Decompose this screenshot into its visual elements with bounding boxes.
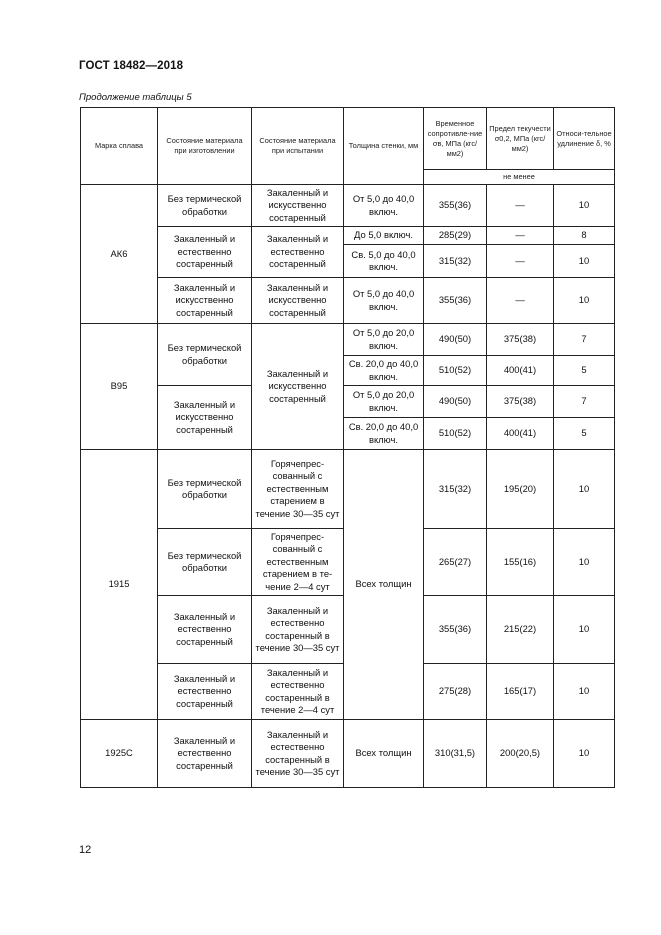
thickness-cell: От 5,0 до 40,0 включ.	[344, 278, 424, 324]
col-header-state-test: Состояние материала при испытании	[252, 108, 344, 185]
col-header-yield-strength: Предел текучести σ0,2, МПа (кгс/мм2)	[487, 108, 554, 170]
col-header-thickness: Толщина стенки, мм	[344, 108, 424, 185]
alloy-cell: АК6	[81, 185, 158, 324]
state-test-cell: Горячепрес-сованный с естественным старением в течение 30—35 сут	[252, 450, 344, 529]
state-test-cell: Закаленный и искусственно состаренный	[252, 324, 344, 450]
thickness-cell: Всех толщин	[344, 450, 424, 720]
yield-cell: —	[487, 185, 554, 227]
tensile-cell: 355(36)	[424, 278, 487, 324]
tensile-cell: 355(36)	[424, 185, 487, 227]
elongation-cell: 10	[554, 664, 615, 720]
tensile-cell: 510(52)	[424, 356, 487, 386]
elongation-cell: 10	[554, 720, 615, 788]
thickness-cell: Всех толщин	[344, 720, 424, 788]
tensile-cell: 510(52)	[424, 418, 487, 450]
tensile-cell: 275(28)	[424, 664, 487, 720]
state-made-cell: Без термической обработки	[158, 324, 252, 386]
state-made-cell: Закаленный и искусственно состаренный	[158, 278, 252, 324]
state-made-cell: Закаленный и естественно состаренный	[158, 720, 252, 788]
state-test-cell: Горячепрес-сованный с естественным старением в те-чение 2—4 сут	[252, 529, 344, 596]
yield-cell: 400(41)	[487, 418, 554, 450]
thickness-cell: От 5,0 до 40,0 включ.	[344, 185, 424, 227]
state-test-cell: Закаленный и искусственно состаренный	[252, 278, 344, 324]
elongation-cell: 10	[554, 450, 615, 529]
state-made-cell: Закаленный и искусственно состаренный	[158, 386, 252, 450]
yield-cell: 400(41)	[487, 356, 554, 386]
state-made-cell: Закаленный и естественно состаренный	[158, 227, 252, 278]
table-caption: Продолжение таблицы 5	[79, 92, 192, 103]
page-number: 12	[79, 844, 92, 856]
alloy-cell: В95	[81, 324, 158, 450]
state-made-cell: Без термической обработки	[158, 529, 252, 596]
yield-cell: 195(20)	[487, 450, 554, 529]
state-test-cell: Закаленный и искусственно состаренный	[252, 185, 344, 227]
elongation-cell: 10	[554, 529, 615, 596]
thickness-cell: От 5,0 до 20,0 включ.	[344, 386, 424, 418]
col-header-elongation: Относи-тельное удлинение δ, %	[554, 108, 615, 170]
state-made-cell: Закаленный и естественно состаренный	[158, 664, 252, 720]
elongation-cell: 7	[554, 324, 615, 356]
col-header-tensile-strength: Временное сопротивле-ние σв, МПа (кгс/мм2)	[424, 108, 487, 170]
yield-cell: —	[487, 227, 554, 245]
min-note: не менее	[424, 170, 615, 185]
yield-cell: 200(20,5)	[487, 720, 554, 788]
elongation-cell: 5	[554, 418, 615, 450]
yield-cell: 155(16)	[487, 529, 554, 596]
yield-cell: —	[487, 245, 554, 278]
elongation-cell: 5	[554, 356, 615, 386]
tensile-cell: 315(32)	[424, 450, 487, 529]
alloy-cell: 1915	[81, 450, 158, 720]
document-id: ГОСТ 18482—2018	[79, 60, 184, 72]
tensile-cell: 490(50)	[424, 324, 487, 356]
thickness-cell: Св. 5,0 до 40,0 включ.	[344, 245, 424, 278]
tensile-cell: 355(36)	[424, 596, 487, 664]
state-test-cell: Закаленный и естественно состаренный в течение 30—35 сут	[252, 720, 344, 788]
yield-cell: 215(22)	[487, 596, 554, 664]
elongation-cell: 8	[554, 227, 615, 245]
state-made-cell: Закаленный и естественно состаренный	[158, 596, 252, 664]
tensile-cell: 310(31,5)	[424, 720, 487, 788]
elongation-cell: 10	[554, 596, 615, 664]
yield-cell: 375(38)	[487, 324, 554, 356]
elongation-cell: 7	[554, 386, 615, 418]
properties-table	[80, 107, 615, 788]
state-test-cell: Закаленный и естественно состаренный в течение 30—35 сут	[252, 596, 344, 664]
elongation-cell: 10	[554, 245, 615, 278]
col-header-alloy: Марка сплава	[81, 108, 158, 185]
thickness-cell: Св. 20,0 до 40,0 включ.	[344, 418, 424, 450]
state-made-cell: Без термической обработки	[158, 450, 252, 529]
yield-cell: 375(38)	[487, 386, 554, 418]
tensile-cell: 315(32)	[424, 245, 487, 278]
thickness-cell: От 5,0 до 20,0 включ.	[344, 324, 424, 356]
tensile-cell: 265(27)	[424, 529, 487, 596]
yield-cell: 165(17)	[487, 664, 554, 720]
state-test-cell: Закаленный и естественно состаренный	[252, 227, 344, 278]
elongation-cell: 10	[554, 185, 615, 227]
col-header-state-made: Состояние материала при изготовлении	[158, 108, 252, 185]
thickness-cell: Св. 20,0 до 40,0 включ.	[344, 356, 424, 386]
alloy-cell: 1925С	[81, 720, 158, 788]
tensile-cell: 490(50)	[424, 386, 487, 418]
thickness-cell: До 5,0 включ.	[344, 227, 424, 245]
yield-cell: —	[487, 278, 554, 324]
state-test-cell: Закаленный и естественно состаренный в течение 2—4 сут	[252, 664, 344, 720]
tensile-cell: 285(29)	[424, 227, 487, 245]
state-made-cell: Без термической обработки	[158, 185, 252, 227]
elongation-cell: 10	[554, 278, 615, 324]
